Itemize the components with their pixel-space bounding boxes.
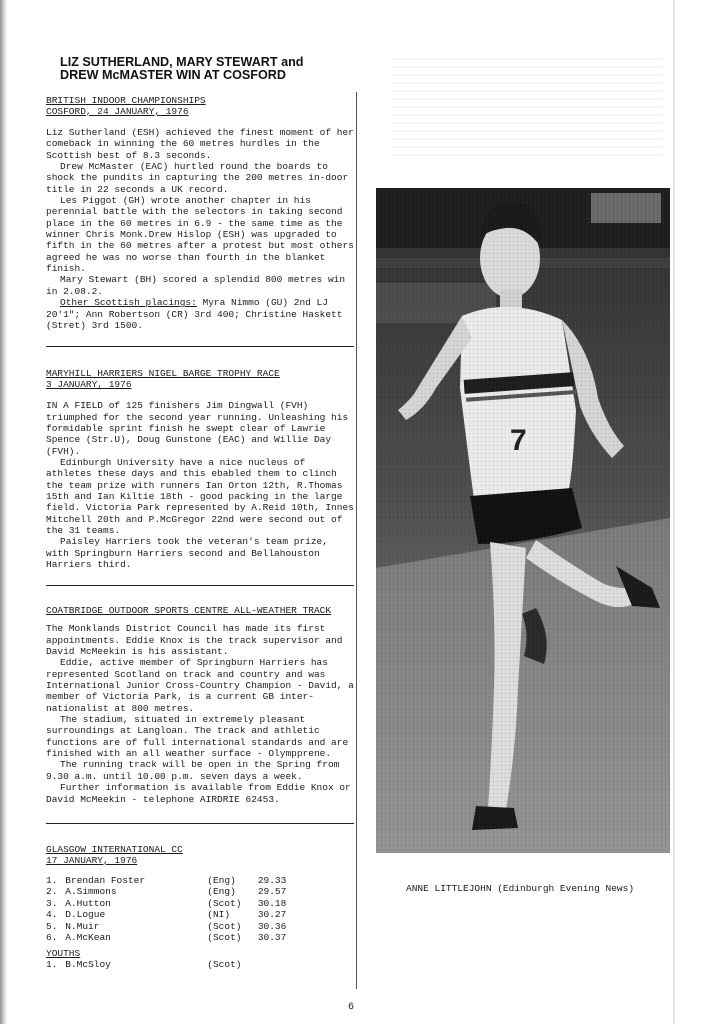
section-divider — [46, 585, 354, 586]
section-title: GLASGOW INTERNATIONAL CC — [46, 843, 183, 855]
page-edge-shadow — [0, 0, 7, 1024]
result-nation: (Scot) — [207, 932, 242, 944]
paragraph: IN A FIELD of 125 finishers Jim Dingwall (FVH) triumphed for the second year running. Unleashing his formidable sprint finish he swept clear of Lawrie Spence (Str.U), Doug Gunstone (EAC) and Willie Day (FVH). — [46, 400, 349, 457]
result-row — [46, 898, 306, 910]
result-row — [46, 875, 306, 887]
result-nation: (Scot) — [207, 920, 242, 932]
result-row — [46, 932, 306, 944]
section-title: COATBRIDGE OUTDOOR SPORTS CENTRE ALL-WEATHER TRACK — [46, 605, 332, 617]
headline-line-1: LIZ SUTHERLAND, MARY STEWART and — [60, 55, 304, 69]
paragraph: Liz Sutherland (ESH) achieved the finest moment of her comeback in winning the 60 metres hurdles in the Scottish best of 8.3 seconds. — [46, 127, 354, 161]
result-name: B.McSloy — [65, 958, 111, 970]
section-title: BRITISH INDOOR CHAMPIONSHIPS — [46, 95, 206, 106]
section-date: COSFORD, 24 JANUARY, 1976 — [46, 106, 189, 117]
paragraph: The Monklands District Council has made its first appointments. Eddie Knox is the track supervisor and David McMeekin is his assistant. — [46, 623, 343, 658]
result-nation: (Eng) — [207, 874, 236, 886]
article-coatbridge-track — [46, 605, 354, 805]
result-nation: (Scot) — [207, 958, 242, 970]
section-divider — [46, 346, 354, 347]
section-date: 3 JANUARY, 1976 — [46, 379, 132, 391]
result-name: A.Simmons — [65, 886, 117, 898]
result-nation: (NI) — [207, 909, 231, 921]
youths-body — [46, 959, 306, 971]
section-dateline — [46, 379, 354, 390]
results-body — [46, 875, 306, 944]
paragraph: Further information is available from Eddie Knox or David McMeekin - telephone AIRDRIE 62453. — [46, 782, 351, 805]
section-date: 17 JANUARY, 1976 — [46, 854, 138, 866]
result-position: 1. — [46, 874, 58, 886]
section-divider — [46, 823, 354, 824]
result-name: A.Hutton — [65, 897, 111, 909]
athlete-photo — [376, 188, 670, 853]
article-glasgow-international — [46, 844, 354, 971]
section-heading — [46, 95, 354, 106]
result-position: 1. — [46, 958, 58, 970]
result-position: 5. — [46, 920, 58, 932]
article-maryhill-harriers — [46, 368, 354, 570]
paragraph: The running track will be open in the Spring from 9.30 a.m. until 10.00 p.m. seven days a week. — [46, 759, 340, 782]
page-fold-line — [673, 0, 675, 1024]
bleed-through-text — [392, 52, 662, 162]
result-time — [258, 959, 306, 971]
result-position: 3. — [46, 897, 58, 909]
race-bib-number: 7 — [510, 424, 527, 457]
section-title: MARYHILL HARRIERS NIGEL BARGE TROPHY RACE — [46, 368, 280, 380]
paragraph: Edinburgh University have a nice nucleus of athletes these days and this ebabled them to clinch the team prize with runners Ian Orton 12th, R.Thomas 15th and Ian Kiltie 18th - good packing in the large field. Victoria Park represented by A.Reid 10th, Innes Mitchell 20th and P.McGregor 22nd were second out of the 31 teams. — [46, 456, 354, 536]
section-heading — [46, 844, 354, 855]
paragraph: Les Piggot (GH) wrote another chapter in his perennial battle with the selectors in taking second place in the 60 metres in 6.9 - the same time as the winner Chris Monk.Drew Hislop (ESH) was upgraded to fifth in the 60 metres after a protest but most others agreed he was no worse than fourth in the blanket finish. — [46, 195, 354, 275]
headline — [46, 56, 354, 82]
result-row — [46, 886, 306, 898]
section-heading — [46, 368, 354, 379]
result-time: 29.57 — [257, 886, 287, 898]
placings-text: Myra Nimmo (GU) 2nd LJ 20'1"; Ann Robertson (CR) 3rd 400; Christine Haskett (Stret) 3rd 1500. — [46, 297, 343, 331]
results-table — [46, 875, 306, 944]
result-nation: (Scot) — [207, 897, 242, 909]
result-name: A.McKean — [65, 932, 111, 944]
paragraph: The stadium, situated in extremely pleasant surroundings at Langloan. The track and athletic functions are of full international standards and are finished with an all weather surface - Olympprene. — [46, 714, 349, 760]
result-row — [46, 909, 306, 921]
result-row — [46, 959, 306, 971]
paragraph: Paisley Harriers took the veteran's team prize, with Springburn Harriers second and Bellahouston Harriers third. — [46, 536, 328, 570]
section-dateline — [46, 106, 354, 117]
result-name: N.Muir — [65, 920, 100, 932]
result-time: 30.18 — [257, 897, 287, 909]
youths-heading — [46, 948, 354, 959]
result-time: 30.27 — [257, 909, 287, 921]
result-position: 6. — [46, 932, 58, 944]
headline-line-2: DREW McMASTER WIN AT COSFORD — [60, 68, 286, 82]
result-time: 29.33 — [257, 874, 287, 886]
runner-illustration — [376, 188, 670, 853]
result-position: 4. — [46, 909, 58, 921]
left-column — [46, 56, 354, 970]
result-row — [46, 921, 306, 933]
photo-caption: ANNE LITTLEJOHN (Edinburgh Evening News) — [406, 883, 635, 894]
result-time: 30.37 — [257, 932, 287, 944]
result-time: 30.36 — [257, 920, 287, 932]
column-rule — [356, 92, 357, 989]
article-british-indoor — [46, 95, 354, 331]
section-heading — [46, 605, 354, 616]
page-number: 6 — [348, 1002, 355, 1013]
paragraph: Eddie, active member of Springburn Harriers has represented Scotland on track and country and was International Junior Cross-Country Champion - David, a member of Victoria Park, is a current GB inter-nationalist at 800 metres. — [46, 657, 354, 714]
result-nation: (Eng) — [207, 886, 236, 898]
result-position: 2. — [46, 886, 58, 898]
paragraph — [46, 297, 354, 331]
paragraph: Drew McMaster (EAC) hurtled round the boards to shock the pundits in capturing the 200 metres in-door title in 22 seconds a UK record. — [46, 161, 349, 195]
result-name: Brendan Foster — [65, 874, 146, 886]
youths-table — [46, 959, 306, 971]
placings-label: Other Scottish placings: — [60, 297, 197, 309]
result-name: D.Logue — [65, 909, 106, 921]
paragraph: Mary Stewart (BH) scored a splendid 800 metres win in 2.08.2. — [46, 274, 346, 297]
section-dateline — [46, 855, 354, 866]
youths-title: YOUTHS — [46, 947, 81, 959]
